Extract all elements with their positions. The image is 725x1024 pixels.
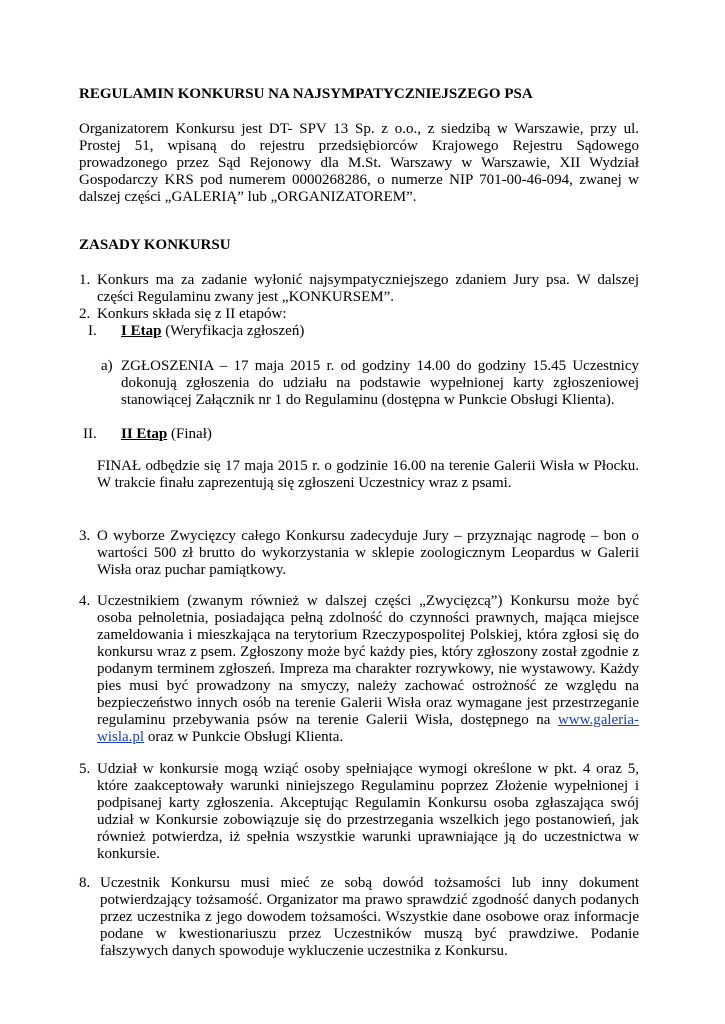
intro-paragraph: Organizatorem Konkursu jest DT- SPV 13 Sp. z o.o., z siedzibą w Warszawie, przy ul. Prostej 51, wpisaną do rejestru przedsiębiorców Krajowego Rejestru Sądowego prowadzonego przez Sąd Rejonowy dla M.St. Warszawy w Warszawie, XII Wydział Gospodarczy KRS pod numerem 0000268286, o numerze NIP 701-00-46-094, zwanej w dalszej części „GALERIĄ” lub „ORGANIZATOREM”. <box>79 121 639 205</box>
stage-description: (Weryfikacja zgłoszeń) <box>161 323 305 339</box>
list-item-text: Konkurs ma za zadanie wyłonić najsympatyczniejszego zdaniem Jury psa. W dalszej części Regulaminu zwany jest „KONKURSEM”. <box>97 272 639 305</box>
list-item-number: 3. <box>79 528 91 544</box>
list-item-number: 4. <box>79 593 91 609</box>
stage-description: (Finał) <box>167 426 212 442</box>
list-item-text: O wyborze Zwycięzcy całego Konkursu zadecyduje Jury – przyznając nagrodę – bon o wartości 500 zł brutto do wykorzystania w sklepie zoologicznym Leopardus w Galerii Wisła oraz puchar pamiątkowy. <box>97 528 639 578</box>
list-item-text: Konkurs składa się z II etapów: <box>97 306 287 322</box>
list-item-text: Uczestnik Konkursu musi mieć ze sobą dowód tożsamości lub inny dokument potwierdzający tożsamość. Organizator ma prawo sprawdzić zgodność danych podanych przez uczestnika z jego dowodem tożsamości. Wszystkie dane osobowe oraz informacje podane w kwestionariuszu przez Uczestników muszą być prawdziwe. Podanie fałszywych danych spowoduje wykluczenie uczestnika z Konkursu. <box>100 875 639 959</box>
stage-text: FINAŁ odbędzie się 17 maja 2015 r. o godzinie 16.00 na terenie Galerii Wisła w Płocku. W trakcie finału zaprezentują się zgłoszeni Uczestnicy wraz z psami. <box>97 458 639 491</box>
stage-label: II Etap <box>121 426 168 442</box>
website-link[interactable]: www.galeria-wisla.pl <box>97 712 639 745</box>
document-title: REGULAMIN KONKURSU NA NAJSYMPATYCZNIEJSZEGO PSA <box>79 86 533 102</box>
list-item-number: 1. <box>79 272 91 288</box>
item-body: Uczestnikiem (zwanym również w dalszej części „Zwycięzcą”) Konkursu może być osoba pełnoletnia, posiadająca pełną zdolność do czynności prawnych, mająca miejsce zameldowania i mieszkająca na terytorium Rzeczypospolitej Polskiej, która zgłosi się do konkursu wraz z psem. Zgłoszony może być każdy pies, który zgłoszony został zgodnie z podanym terminem zgłoszeń. Impreza ma charakter rozrywkowy, nie wystawowy. Każdy pies musi być prowadzony na smyczy, należy zachować ostrożność ze względu na bezpieczeństwo innych osób na terenie Galerii Wisła oraz wymagane jest przestrzeganie regulaminu przebywania psów na terenie Galerii Wisła, dostępnego na <box>97 593 639 728</box>
section-heading: ZASADY KONKURSU <box>79 237 231 253</box>
list-item-number: 5. <box>79 761 91 777</box>
item-tail: oraz w Punkcie Obsługi Klienta. <box>144 729 344 745</box>
list-item-text <box>97 593 639 746</box>
stage-heading <box>121 323 304 340</box>
sub-item-letter: a) <box>101 358 113 374</box>
list-item-text: Udział w konkursie mogą wziąć osoby spełniające wymogi określone w pkt. 4 oraz 5, które zaakceptowały warunki niniejszego Regulaminu poprzez Złożenie wypełnionej i podpisanej karty zgłoszenia. Akceptując Regulamin Konkursu osoba zgłaszająca swój udział w Konkursie zobowiązuje się do przestrzegania wszelkich jego postanowień, jak również potwierdza, iż spełnia wszystkie warunki uprawniające ją do uczestnictwa w konkursie. <box>97 761 639 862</box>
list-item-number: 2. <box>79 306 91 322</box>
stage-label: I Etap <box>121 323 162 339</box>
stage-number: I. <box>88 323 97 339</box>
stage-heading <box>121 426 212 443</box>
sub-item-text: ZGŁOSZENIA – 17 maja 2015 r. od godziny 14.00 do godziny 15.45 Uczestnicy dokonują zgłoszenia do udziału na podstawie wypełnionej karty zgłoszeniowej stanowiącej Załącznik nr 1 do Regulaminu (dostępna w Punkcie Obsługi Klienta). <box>121 358 639 408</box>
list-item-number: 8. <box>79 875 91 891</box>
stage-number: II. <box>83 426 97 442</box>
